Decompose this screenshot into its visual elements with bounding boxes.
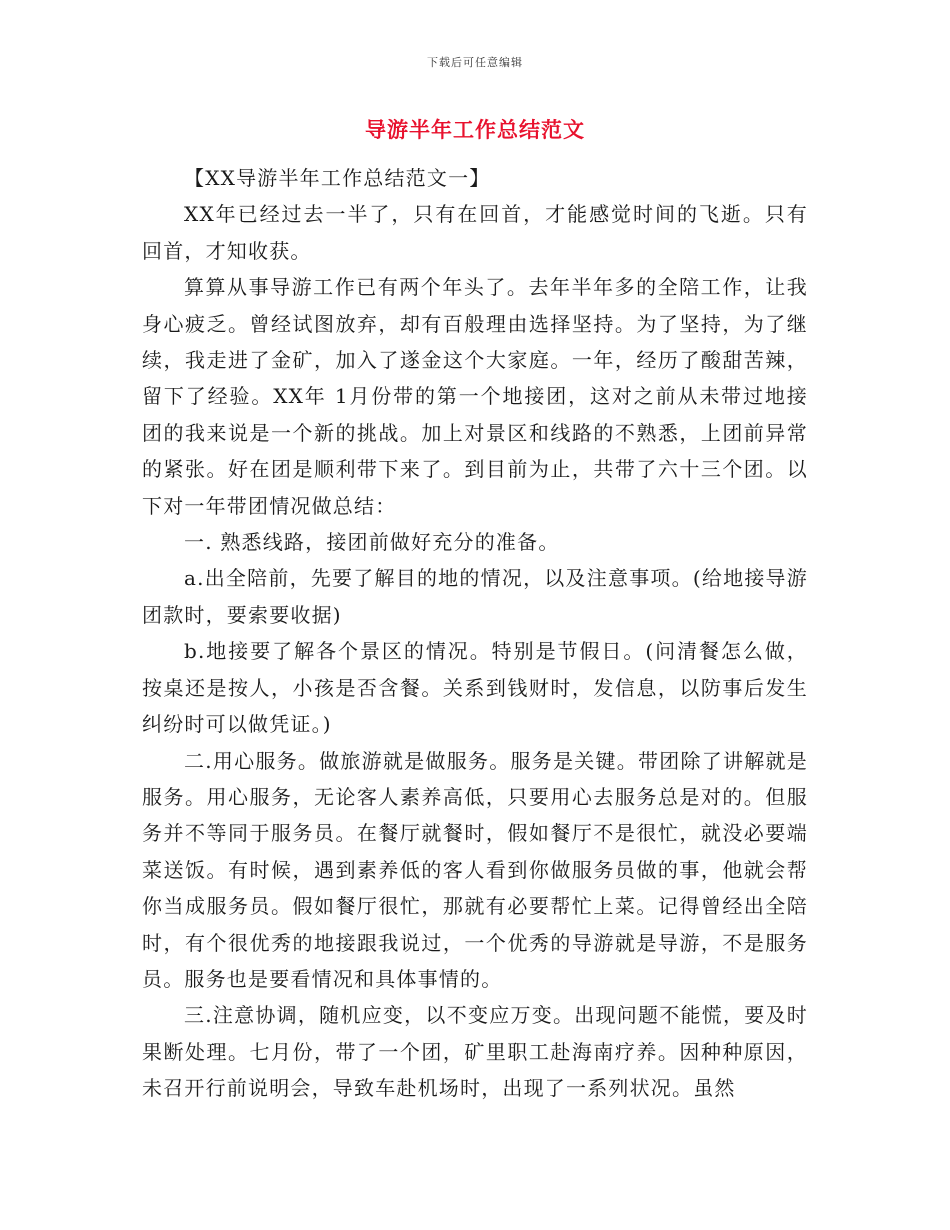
paragraph-background: 算算从事导游工作已有两个年头了。去年半年多的全陪工作，让我身心疲乏。曾经试图放弃，却有百般理由选择坚持。为了坚持，为了继续，我走进了金矿，加入了遂金这个大家庭。一年，经历了酸甜苦辣，留下了经验。XX年 1月份带的第一个地接团，这对之前从未带过地接团的我来说是一个新的挑战。加上对景区和线路的不熟悉，上团前异常的紧张。好在团是顺利带下来了。到目前为止，共带了六十三个团。以下对一年带团情况做总结： — [142, 275, 808, 518]
point-one-b: b.地接要了解各个景区的情况。特别是节假日。(问清餐怎么做，按桌还是按人，小孩是否含餐。关系到钱财时，发信息，以防事后发生纠纷时可以做凭证。) — [142, 639, 808, 737]
point-two: 二.用心服务。做旅游就是做服务。服务是关键。带团除了讲解就是服务。用心服务，无论客人素养高低，只要用心去服务总是对的。但服务并不等同于服务员。在餐厅就餐时，假如餐厅不是很忙，就没必要端菜送饭。有时候，遇到素养低的客人看到你做服务员做的事，他就会帮你当成服务员。假如餐厅很忙，那就有必要帮忙上菜。记得曾经出全陪时，有个很优秀的地接跟我说过，一个优秀的导游就是导游，不是服务员。服务也是要看情况和具体事情的。 — [142, 748, 808, 991]
section-heading: 【XX导游半年工作总结范文一】 — [184, 166, 491, 190]
point-one-heading: 一. 熟悉线路，接团前做好充分的准备。 — [184, 530, 560, 555]
header-note: 下载后可任意编辑 — [427, 56, 523, 69]
point-three: 三.注意协调，随机应变，以不变应万变。出现问题不能慌，要及时果断处理。七月份，带了一个团，矿里职工赴海南疗养。因种种原因，未召开行前说明会，导致车赴机场时，出现了一系列状况。虽然 — [142, 1003, 808, 1101]
document-body — [142, 160, 808, 1107]
paragraph-intro: XX年已经过去一半了，只有在回首，才能感觉时间的飞逝。只有回首，才知收获。 — [142, 202, 808, 263]
document-title: 导游半年工作总结范文 — [365, 117, 585, 142]
point-one-a: a.出全陪前，先要了解目的地的情况，以及注意事项。(给地接导游团款时，要索要收据) — [142, 566, 808, 627]
